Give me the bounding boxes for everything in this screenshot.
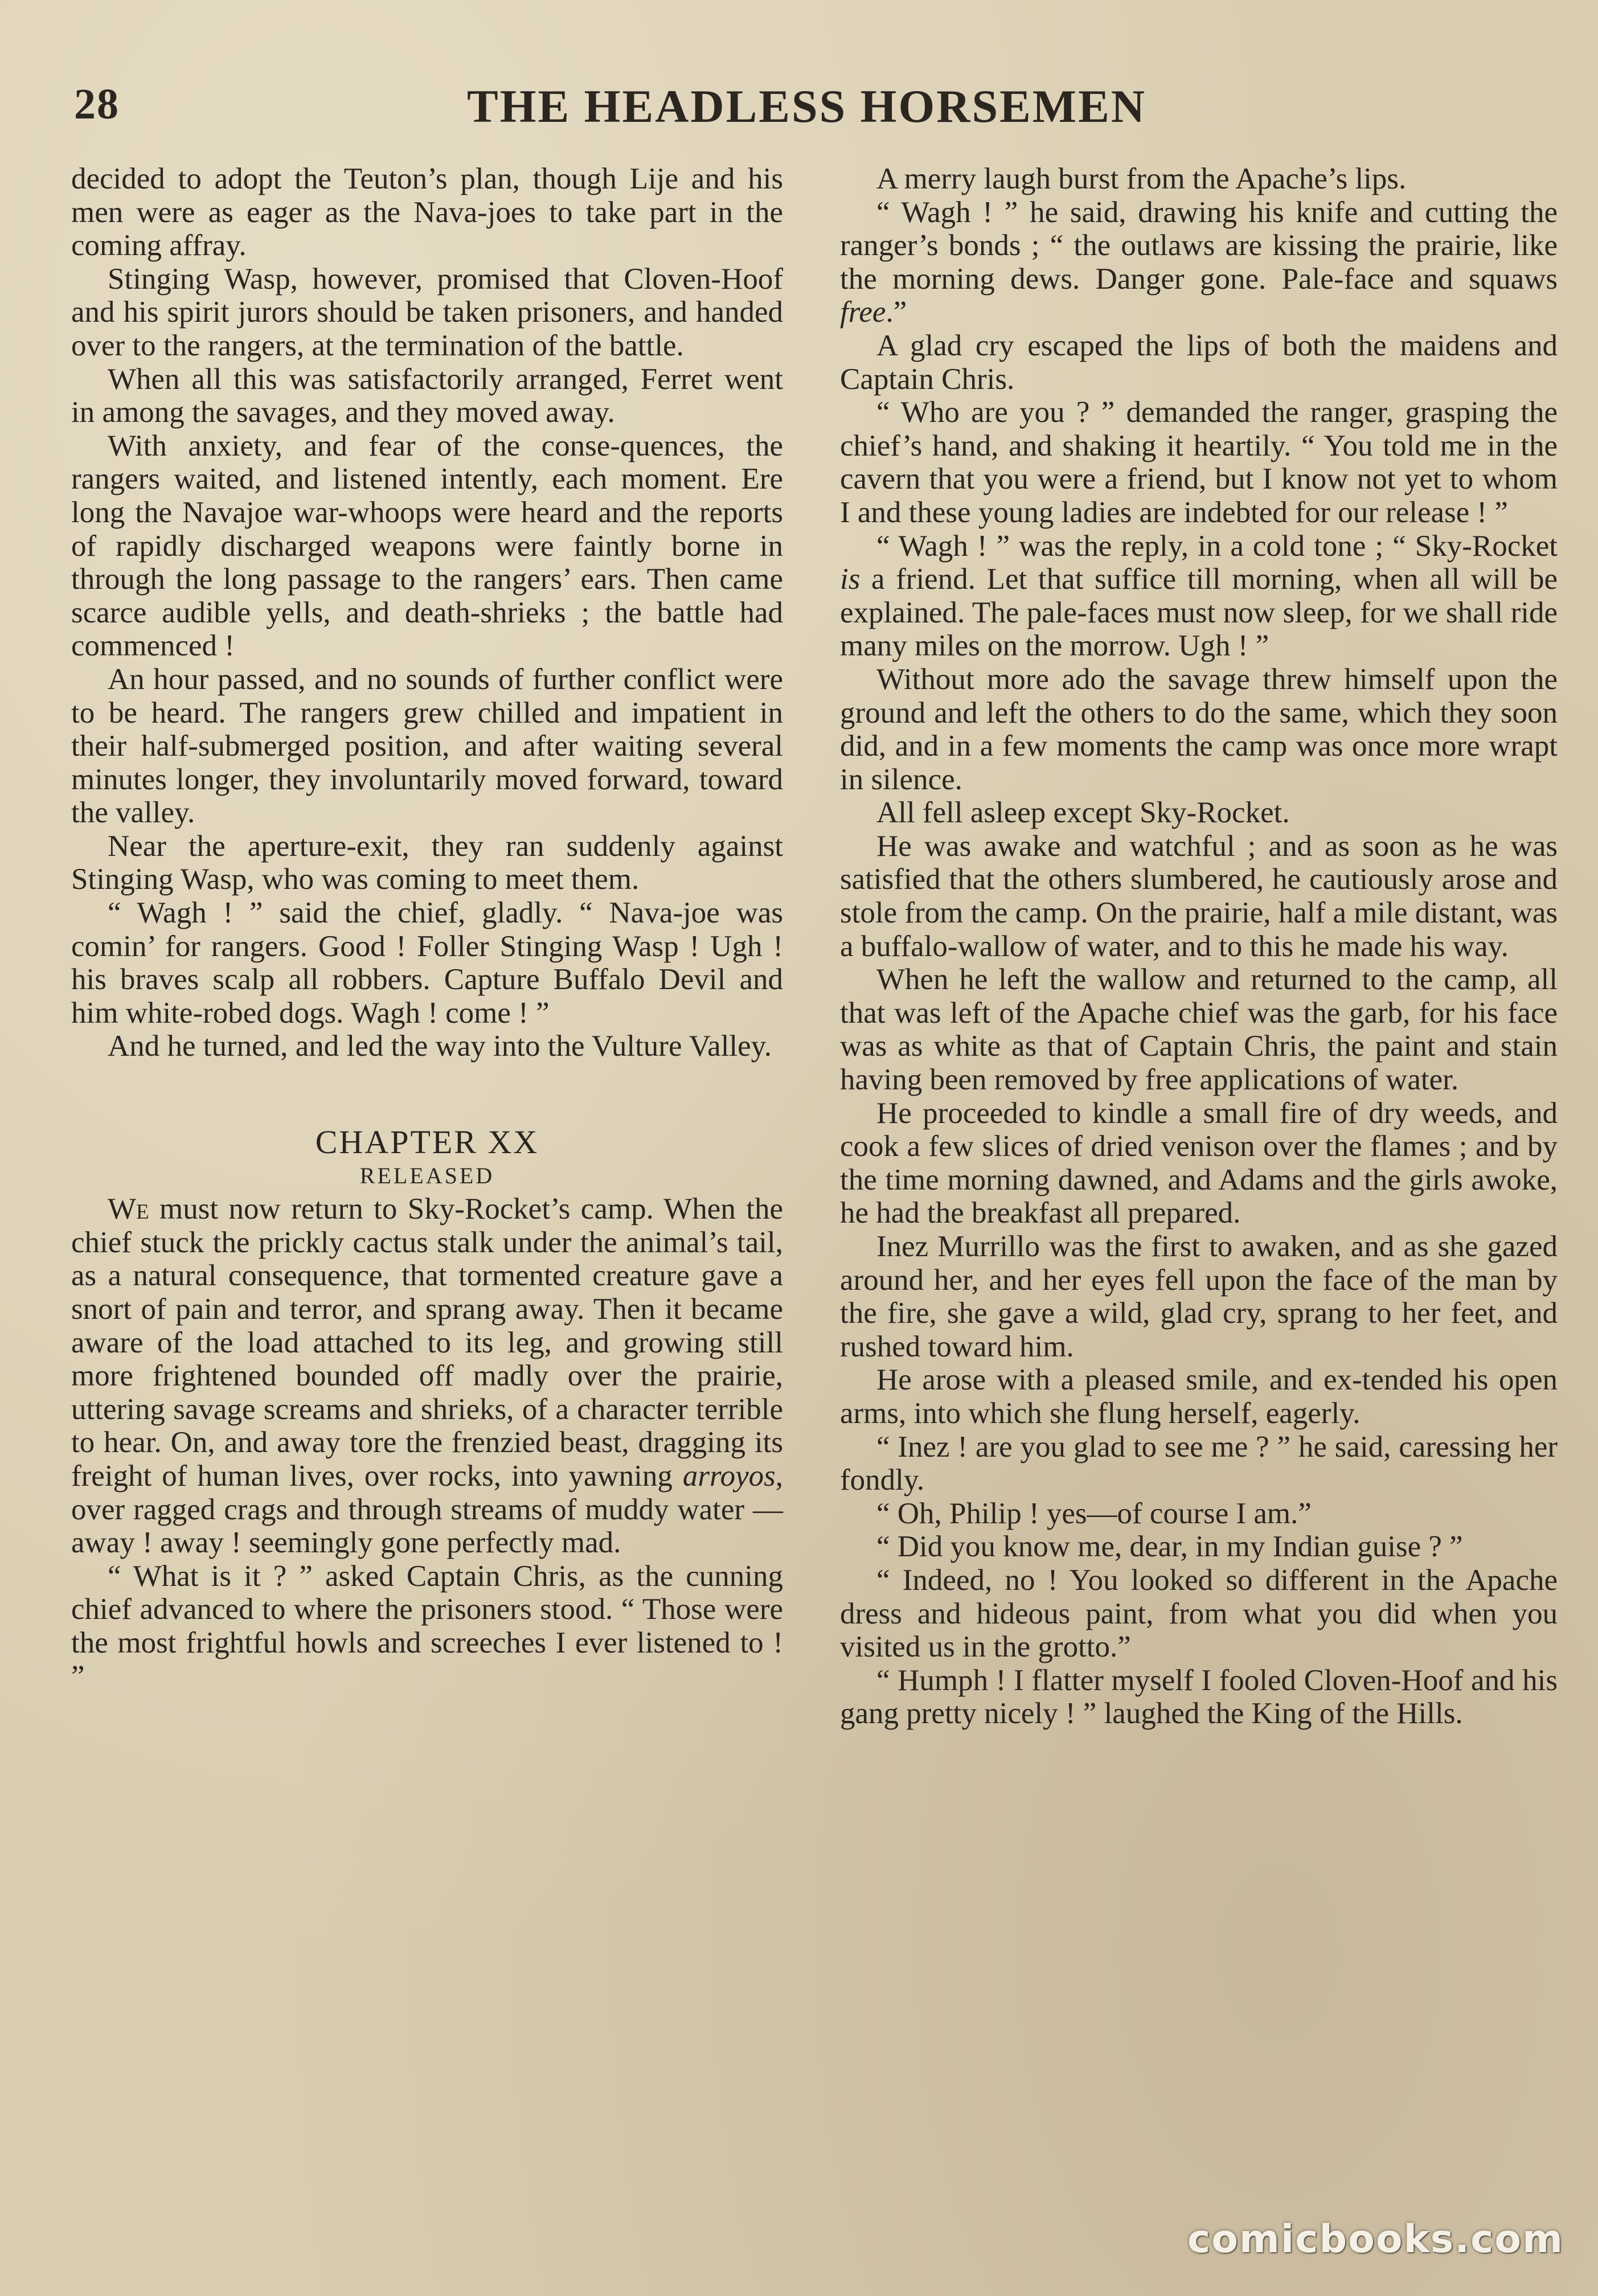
italic-word: free [840,296,886,329]
paragraph: An hour passed, and no sounds of further conflict were to be heard. The rangers grew chilled and impatient in their half-submerged position, and after waiting several minutes longer, they involuntarily moved forward, toward the valley. [71,662,783,830]
paragraph: “ Did you know me, dear, in my Indian guise ? ” [876,1530,1463,1564]
paragraph [840,196,1558,329]
text-run: a friend. Let that suffice till morning, when all will be explained. The pale-faces must now sleep, for we shall ride many miles on the morrow. Ugh ! ” [840,563,1558,663]
text-run: “ Wagh ! ” he said, drawing his knife and cutting the ranger’s bonds ; “ the outlaws are kissing the prairie, like the morning dews. Danger gone. Pale-face and squaws [840,195,1558,296]
text-run: “ Wagh ! ” was the reply, in a cold tone ; “ Sky-Rocket [876,529,1558,563]
paragraph: He was awake and watchful ; and as soon as he was satisfied that the others slumbered, he cautiously arose and stole from the camp. On the prairie, half a mile distant, was a buffalo-wallow of water, and to this he made his way. [840,829,1558,963]
paragraph: A merry laugh burst from the Apache’s lips. [876,162,1407,195]
paragraph: He arose with a pleased smile, and ex-tended his open arms, into which she flung herself, eagerly. [840,1363,1558,1430]
paragraph: “ Wagh ! ” said the chief, gladly. “ Nava-joe was comin’ for rangers. Good ! Foller Stinging Wasp ! Ugh ! his braves scalp all robbers. Capture Buffalo Devil and him white-robed dogs. Wagh ! come ! ” [71,896,783,1030]
paragraph: “ Inez ! are you glad to see me ? ” he said, caressing her fondly. [840,1430,1558,1497]
paragraph: “ Humph ! I flatter myself I fooled Cloven-Hoof and his gang pretty nicely ! ” laughed the King of the Hills. [840,1663,1558,1731]
chapter-subtitle: RELEASED [359,1162,495,1188]
opening-word: We [108,1192,149,1226]
paragraph: When all this was satisfactorily arranged, Ferret went in among the savages, and they moved away. [71,362,783,429]
left-column [71,162,783,1693]
paragraph [840,530,1558,663]
paragraph: “ Oh, Philip ! yes—of course I am.” [876,1496,1312,1530]
paragraph: Near the aperture-exit, they ran suddenly against Stinging Wasp, who was coming to meet them. [71,829,783,896]
italic-word: is [840,563,861,596]
running-head: THE HEADLESS HORSEMEN [467,80,1147,132]
chapter-title: CHAPTER XX [315,1124,539,1161]
paragraph: decided to adopt the Teuton’s plan, though Lije and his men were as eager as the Nava-joes to take part in the coming affray. [71,162,783,263]
paragraph: “ Who are you ? ” demanded the ranger, grasping the chief’s hand, and shaking it heartily. “ You told me in the cavern that you were a friend, but I know not yet to whom I and these young ladies are indebted for our release ! ” [840,396,1558,529]
right-column [840,162,1558,1731]
paragraph: “ What is it ? ” asked Captain Chris, as the cunning chief advanced to where the prisoners stood. “ Those were the most frightful howls and screeches I ever listened to ! ” [71,1559,783,1693]
paragraph: Inez Murrillo was the first to awaken, and as she gazed around her, and her eyes fell upon the face of the man by the fire, she gave a wild, glad cry, sprang to her feet, and rushed toward him. [840,1230,1558,1363]
paragraph: With anxiety, and fear of the conse-quences, the rangers waited, and listened intently, each moment. Ere long the Navajoe war-whoops were heard and the reports of rapidly discharged weapons were faintly borne in through the long passage to the rangers’ ears. Then came scarce audible yells, and death-shrieks ; the battle had commenced ! [71,429,783,663]
page-header [74,80,1555,148]
page-number: 28 [74,80,120,128]
chapter-heading [71,1126,783,1192]
italic-word: arroyos [682,1459,776,1493]
paragraph: A glad cry escaped the lips of both the maidens and Captain Chris. [840,329,1558,396]
text-run: .” [886,296,907,329]
paragraph: When he left the wallow and returned to the camp, all that was left of the Apache chief was the garb, for his face was as white as that of Captain Chris, the paint and stain having been removed by free applications of water. [840,963,1558,1097]
paragraph: “ Indeed, no ! You looked so different in the Apache dress and hideous paint, from what you did when you visited us in the grotto.” [840,1563,1558,1664]
paragraph [71,1192,783,1560]
paragraph: He proceeded to kindle a small fire of dry weeds, and cook a few slices of dried venison over the flames ; and by the time morning dawned, and Adams and the girls awoke, he had the breakfast all prepared. [840,1096,1558,1230]
paragraph: And he turned, and led the way into the Vulture Valley. [108,1030,772,1063]
paragraph: Without more ado the savage threw himself upon the ground and left the others to do the same, which they soon did, and in a few moments the camp was once more wrapt in silence. [840,662,1558,796]
text-run: must now return to Sky-Rocket’s camp. When the chief stuck the prickly cactus stalk under the animal’s tail, as a natural consequence, that tormented creature gave a snort of pain and terror, and sprang away. Then it became aware of the load attached to its leg, and growing still more frightened bounded off madly over the prairie, uttering savage screams and shrieks, of a character terrible to hear. On, and away tore the frenzied beast, dragging its freight of human lives, over rocks, into yawning [71,1192,783,1493]
site-watermark: comicbooks.com [1187,2217,1564,2262]
paragraph: All fell asleep except Sky-Rocket. [876,796,1290,830]
paragraph: Stinging Wasp, however, promised that Cloven-Hoof and his spirit jurors should be taken prisoners, and handed over to the rangers, at the termination of the battle. [71,262,783,362]
text-run: , over ragged crags and through streams of muddy water —away ! away ! seemingly gone perfectly mad. [71,1459,783,1560]
